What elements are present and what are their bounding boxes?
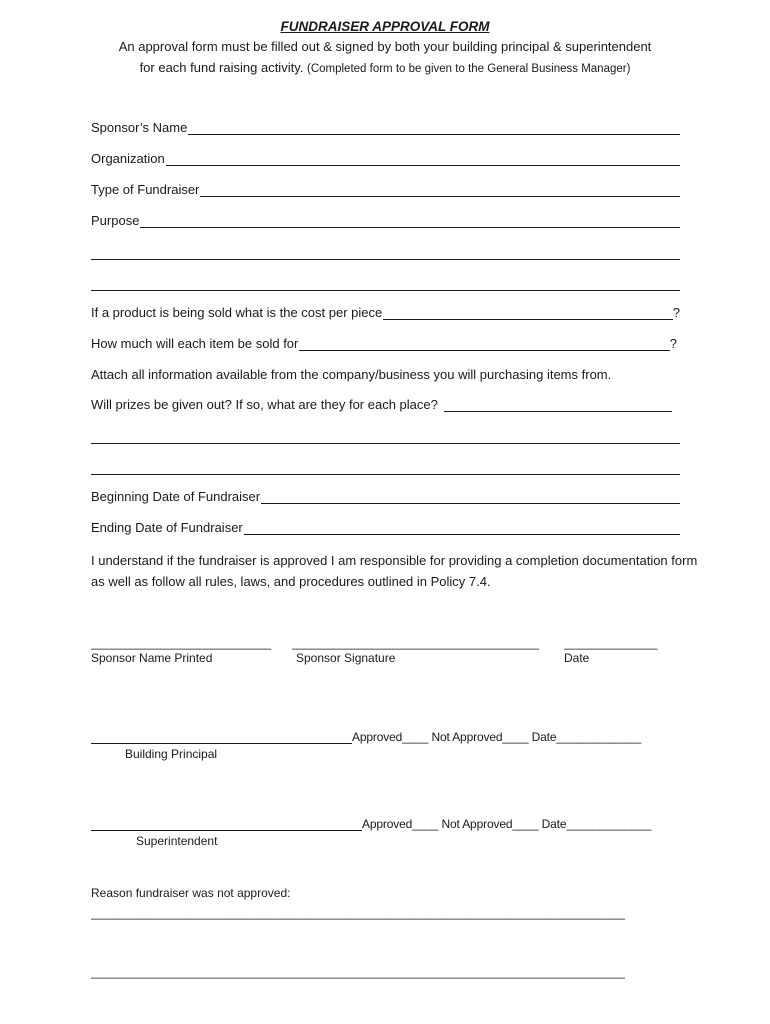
ending-date-line[interactable] xyxy=(244,520,680,535)
purpose-line-3[interactable] xyxy=(91,290,680,291)
sponsor-name-line[interactable] xyxy=(188,120,680,135)
prizes-line[interactable] xyxy=(444,397,672,412)
beginning-date-field[interactable] xyxy=(91,489,680,504)
organization-field[interactable] xyxy=(91,151,680,166)
intro-text: for each fund raising activity. xyxy=(139,60,304,75)
prizes-field[interactable] xyxy=(91,397,672,412)
prizes-line-3[interactable] xyxy=(91,474,680,475)
ending-date-label: Ending Date of Fundraiser xyxy=(91,520,243,535)
sponsor-signature-label: Sponsor Signature xyxy=(296,651,396,665)
beginning-date-line[interactable] xyxy=(261,489,680,504)
intro-line-1: An approval form must be filled out & signed by both your building principal & superintendent xyxy=(118,39,652,54)
intro-line-2 xyxy=(0,60,770,75)
sold-for-label: How much will each item be sold for xyxy=(91,336,299,351)
sold-for-field[interactable] xyxy=(91,336,677,351)
cost-per-piece-label: If a product is being sold what is the cost per piece xyxy=(91,305,383,320)
superintendent-signature-line[interactable] xyxy=(91,830,362,831)
responsibility-statement: I understand if the fundraiser is approved I am responsible for providing a completion documentation form as well as follow all rules, laws, and procedures outlined in Policy 7.4. xyxy=(91,553,698,589)
principal-approval-options[interactable]: Approved____ Not Approved____ Date_____________ xyxy=(352,730,642,744)
question-mark: ? xyxy=(669,336,677,351)
sponsor-name-printed-label: Sponsor Name Printed xyxy=(91,651,213,665)
reason-line-1[interactable]: ________________________________________________________________________________ xyxy=(91,906,625,920)
purpose-label: Purpose xyxy=(91,213,140,228)
prizes-label: Will prizes be given out? If so, what are they for each place? xyxy=(91,397,438,412)
organization-label: Organization xyxy=(91,151,165,166)
purpose-field[interactable] xyxy=(91,213,680,228)
beginning-date-label: Beginning Date of Fundraiser xyxy=(91,489,261,504)
sponsor-date-label: Date xyxy=(564,651,590,665)
reason-label: Reason fundraiser was not approved: xyxy=(91,886,291,900)
sponsor-name-field[interactable] xyxy=(91,120,680,135)
prizes-line-2[interactable] xyxy=(91,443,680,444)
sponsor-name-label: Sponsor’s Name xyxy=(91,120,188,135)
building-principal-label: Building Principal xyxy=(125,747,218,761)
type-line[interactable] xyxy=(200,182,680,197)
sponsor-date-line[interactable]: ______________ xyxy=(564,636,658,650)
principal-signature-line[interactable] xyxy=(91,743,352,744)
attach-info-text: Attach all information available from the company/business you will purchasing items from. xyxy=(91,367,612,382)
cost-per-piece-line[interactable] xyxy=(383,305,673,320)
form-title: FUNDRAISER APPROVAL FORM xyxy=(280,19,490,34)
sponsor-signature-line[interactable]: _____________________________________ xyxy=(292,636,539,650)
intro-note: (Completed form to be given to the General Business Manager) xyxy=(306,63,631,75)
reason-line-2[interactable]: ________________________________________________________________________________ xyxy=(91,965,625,979)
cost-per-piece-field[interactable] xyxy=(91,305,680,320)
purpose-line-2[interactable] xyxy=(91,259,680,260)
sponsor-name-printed-line[interactable]: ___________________________ xyxy=(91,636,272,650)
ending-date-field[interactable] xyxy=(91,520,680,535)
type-label: Type of Fundraiser xyxy=(91,182,200,197)
sold-for-line[interactable] xyxy=(299,336,669,351)
superintendent-approval-options[interactable]: Approved____ Not Approved____ Date_____________ xyxy=(362,817,652,831)
superintendent-label: Superintendent xyxy=(136,834,218,848)
type-field[interactable] xyxy=(91,182,680,197)
organization-line[interactable] xyxy=(166,151,680,166)
question-mark: ? xyxy=(672,305,680,320)
purpose-line[interactable] xyxy=(140,213,680,228)
